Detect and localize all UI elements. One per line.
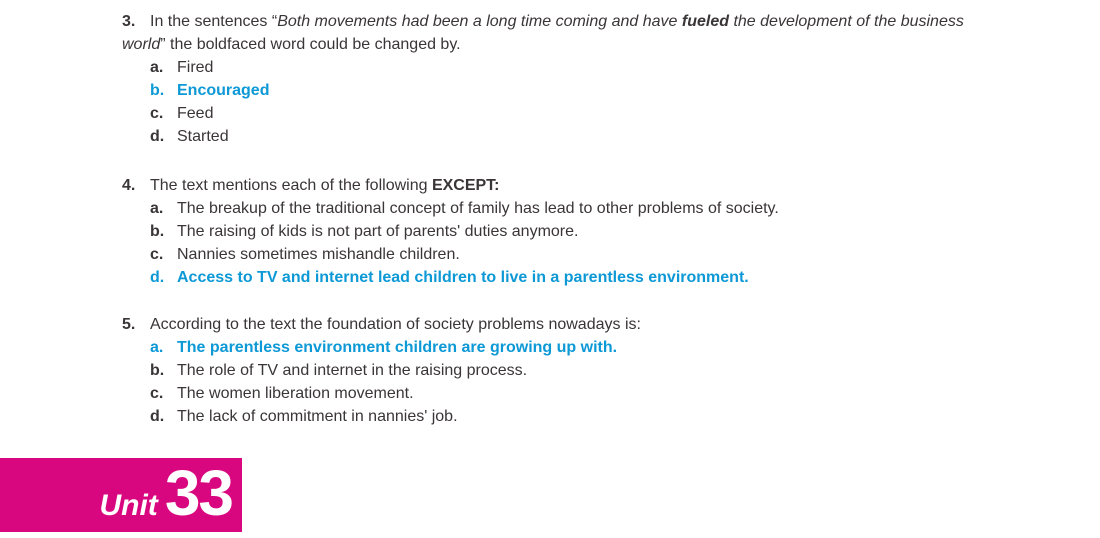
option-row xyxy=(150,102,1100,125)
question-3-segment-regular: In the sentences “ xyxy=(150,13,278,30)
option-letter: c. xyxy=(150,385,164,402)
option-text: Feed xyxy=(177,105,214,122)
question-4 xyxy=(122,174,1100,289)
question-3-segment-bold-italic: fueled xyxy=(681,13,730,30)
unit-badge-label: Unit xyxy=(99,489,158,522)
option-row-answer xyxy=(150,336,1100,359)
question-3-number: 3. xyxy=(122,13,136,30)
option-letter: b. xyxy=(150,82,165,99)
option-row-answer xyxy=(150,79,1100,102)
option-text: Nannies sometimes mishandle children. xyxy=(177,246,460,263)
option-letter: a. xyxy=(150,200,164,217)
question-3-segment-italic-2: the development of the business xyxy=(729,13,964,30)
question-5-segment-regular: According to the text the foundation of society problems nowadays is: xyxy=(150,316,641,333)
question-3-segment-italic: Both movements had been a long time coming and have xyxy=(277,13,682,30)
option-row xyxy=(150,125,1100,148)
option-letter: b. xyxy=(150,362,165,379)
question-4-segment-bold: EXCEPT: xyxy=(431,177,500,194)
option-text: Access to TV and internet lead children to live in a parentless environment. xyxy=(177,269,749,286)
option-text: The breakup of the traditional concept of family has lead to other problems of society. xyxy=(177,200,779,217)
question-5-options xyxy=(150,336,1100,428)
option-row-answer xyxy=(150,266,1100,289)
unit-badge xyxy=(0,458,242,532)
option-text: The women liberation movement. xyxy=(177,385,414,402)
option-row xyxy=(150,243,1100,266)
question-4-segment-regular: The text mentions each of the following xyxy=(150,177,432,194)
option-text: The parentless environment children are growing up with. xyxy=(177,339,618,356)
question-5-text xyxy=(122,313,1100,336)
option-letter: d. xyxy=(150,128,165,145)
question-3-segment-regular-2: ” the boldfaced word could be changed by. xyxy=(160,36,461,53)
option-row xyxy=(150,359,1100,382)
question-3-options xyxy=(150,56,1100,148)
question-4-text xyxy=(122,174,1100,197)
option-text: Encouraged xyxy=(177,82,270,99)
option-row xyxy=(150,382,1100,405)
option-row xyxy=(150,220,1100,243)
question-4-number: 4. xyxy=(122,177,136,194)
option-letter: a. xyxy=(150,59,164,76)
option-letter: b. xyxy=(150,223,165,240)
option-row xyxy=(150,56,1100,79)
unit-badge-number: 33 xyxy=(164,457,232,529)
option-letter: d. xyxy=(150,269,165,286)
option-text: The lack of commitment in nannies' job. xyxy=(177,408,458,425)
option-text: The role of TV and internet in the raising process. xyxy=(177,362,528,379)
option-row xyxy=(150,197,1100,220)
option-text: Started xyxy=(177,128,229,145)
option-letter: a. xyxy=(150,339,164,356)
question-3-text xyxy=(122,10,1100,56)
question-3 xyxy=(122,10,1100,148)
option-letter: c. xyxy=(150,246,164,263)
question-5 xyxy=(122,313,1100,428)
option-letter: d. xyxy=(150,408,165,425)
option-text: The raising of kids is not part of parents' duties anymore. xyxy=(177,223,579,240)
option-letter: c. xyxy=(150,105,164,122)
option-text: Fired xyxy=(177,59,214,76)
question-3-segment-italic-3: world xyxy=(122,36,161,53)
question-4-options xyxy=(150,197,1100,289)
question-5-number: 5. xyxy=(122,316,136,333)
option-row xyxy=(150,405,1100,428)
